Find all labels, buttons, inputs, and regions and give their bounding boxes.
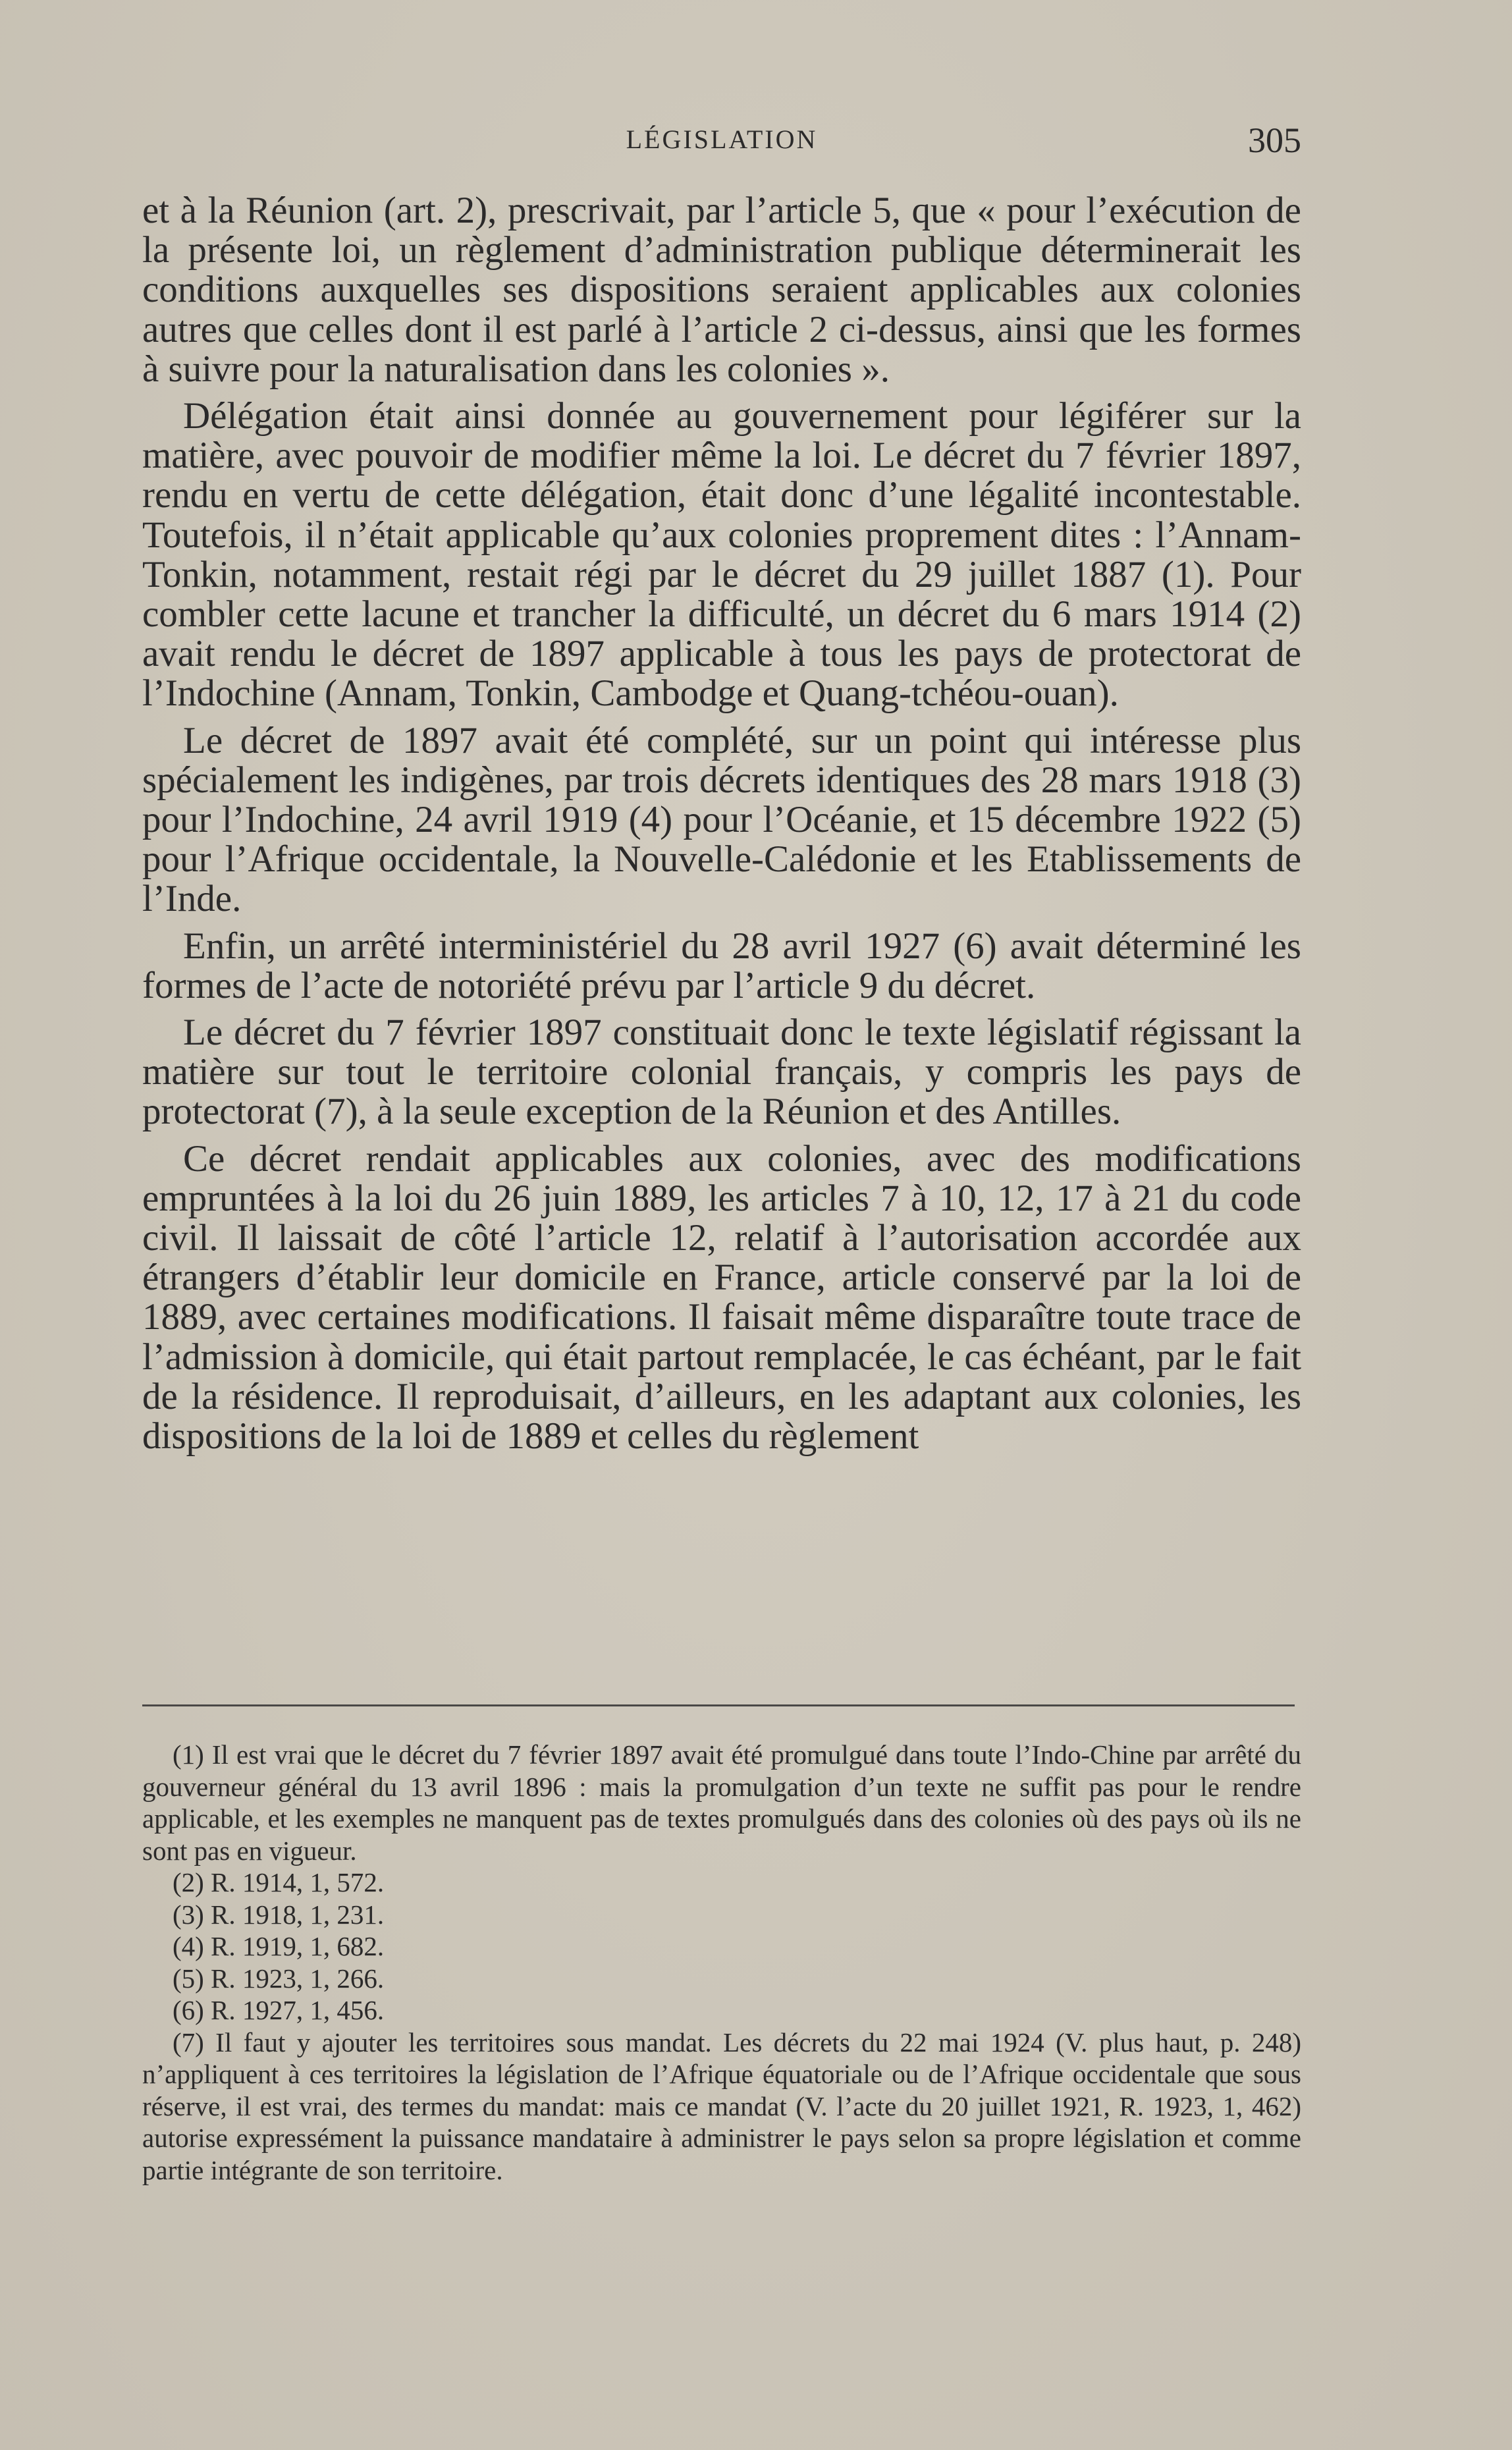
page-header	[142, 120, 1301, 166]
paragraph: Le décret du 7 février 1897 constituait donc le texte législatif régissant la matière sur tout le territoire colonial français, y compris les pays de protectorat (7), à la seule exception de la Réunion et des Antilles.	[142, 1012, 1301, 1133]
footnote: (5) R. 1923, 1, 266.	[173, 1963, 385, 1994]
footnote: (6) R. 1927, 1, 456.	[173, 1995, 385, 2025]
page-number: 305	[1248, 121, 1301, 160]
paragraph: Le décret de 1897 avait été complété, sur un point qui intéresse plus spécialement les indigènes, par trois décrets identiques des 28 mars 1918 (3) pour l’Indochine, 24 avril 1919 (4) pour l’Océanie, et 15 décembre 1922 (5) pour l’Afrique occidentale, la Nouvelle-Calédonie et les Etablissements de l’Inde.	[142, 719, 1301, 920]
footnote: (3) R. 1918, 1, 231.	[173, 1899, 385, 1930]
paragraph: Délégation était ainsi donnée au gouvernement pour légiférer sur la matière, avec pouvoir de modifier même la loi. Le décret du 7 février 1897, rendu en vertu de cette délégation, était donc d’une légalité incontestable. Toutefois, il n’était applicable qu’aux colonies proprement dites : l’Annam-Tonkin, notamment, restait régi par le décret du 29 juillet 1887 (1). Pour combler cette lacune et trancher la difficulté, un décret du 6 mars 1914 (2) avait rendu le décret de 1897 applicable à tous les pays de protectorat de l’Indochine (Annam, Tonkin, Cambodge et Quang-tchéou-ouan).	[142, 395, 1301, 715]
running-title: LÉGISLATION	[626, 124, 818, 154]
footnote-separator	[142, 1704, 1295, 1706]
paragraph: Ce décret rendait applicables aux colonies, avec des modifications empruntées à la loi du 26 juin 1889, les articles 7 à 10, 12, 17 à 21 du code civil. Il laissait de côté l’article 12, relatif à l’autorisation accordée aux étrangers d’établir leur domicile en France, article conservé par la loi de 1889, avec certaines modifications. Il faisait même disparaître toute trace de l’admission à domicile, qui était partout remplacée, le cas échéant, par le fait de la résidence. Il reproduisait, d’ailleurs, en les adaptant aux colonies, les dispositions de la loi de 1889 et celles du règlement	[142, 1137, 1301, 1457]
footnote: (1) Il est vrai que le décret du 7 février 1897 avait été promulgué dans toute l’Indo-Chine par arrêté du gouverneur général du 13 avril 1896 : mais la promulgation d’un texte ne suffit pas pour le rendre applicable, et les exemples ne manquent pas de textes promulgués dans des colonies où des pays où ils ne sont pas en vigueur.	[142, 1739, 1301, 1866]
body-text	[142, 191, 1301, 1463]
footnote: (2) R. 1914, 1, 572.	[173, 1867, 385, 1897]
paragraph: Enfin, un arrêté interministériel du 28 avril 1927 (6) avait déterminé les formes de l’acte de notoriété prévu par l’article 9 du décret.	[142, 925, 1301, 1006]
paragraph: et à la Réunion (art. 2), prescrivait, par l’article 5, que « pour l’exécution de la présente loi, un règlement d’administration publique déterminerait les conditions auxquelles ses dispositions seraient applicables aux colonies autres que celles dont il est parlé à l’article 2 ci-dessus, ainsi que les formes à suivre pour la naturalisation dans les colonies ».	[142, 190, 1301, 390]
footnotes	[142, 1739, 1301, 2186]
footnote: (7) Il faut y ajouter les territoires sous mandat. Les décrets du 22 mai 1924 (V. plus haut, p. 248) n’appliquent à ces territoires la législation de l’Afrique équatoriale ou de l’Afrique occidentale que sous réserve, il est vrai, des termes du mandat: mais ce mandat (V. l’acte du 20 juillet 1921, R. 1923, 1, 462) autorise expressément la puissance mandataire à administrer le pays selon sa propre législation et comme partie intégrante de son territoire.	[142, 2027, 1301, 2185]
footnote: (4) R. 1919, 1, 682.	[173, 1931, 385, 1961]
